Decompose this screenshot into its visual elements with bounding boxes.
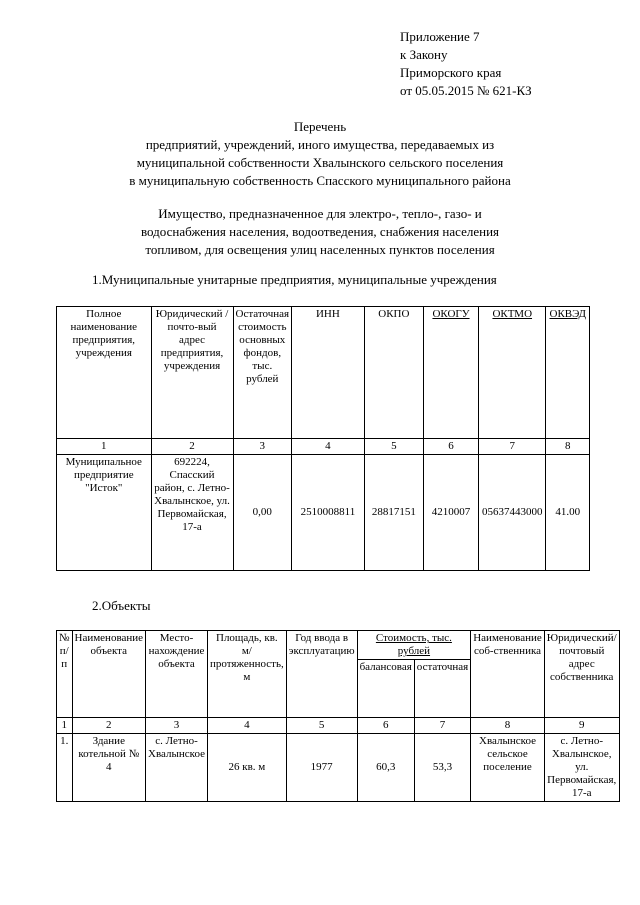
header-residual-cost: Остаточная стоимость основных фондов, тыс. рублей — [233, 307, 292, 439]
header-object-name: Наименование объекта — [72, 631, 146, 718]
table-row — [57, 734, 620, 802]
cell-owner-address: с. Летно-Хвалынское, ул. Первомайская, 17-а — [544, 734, 619, 802]
cell-okogu: 4210007 — [424, 455, 479, 571]
col-number: 4 — [207, 718, 286, 734]
col-number: 7 — [414, 718, 470, 734]
appendix-line-3: Приморского края — [400, 65, 502, 80]
cell-balance: 60,3 — [357, 734, 414, 802]
header-year: Год ввода в эксплуатацию — [286, 631, 357, 718]
col-number: 8 — [471, 718, 545, 734]
header-area: Площадь, кв. м/ протяженность, м — [207, 631, 286, 718]
appendix-block — [400, 28, 532, 100]
cell-oktmo: 05637443000 — [479, 455, 546, 571]
table-header-row — [57, 631, 620, 660]
table-header-row — [57, 307, 590, 439]
col-number: 6 — [357, 718, 414, 734]
title-heading: Перечень — [293, 119, 347, 134]
cell-okved: 41.00 — [546, 455, 590, 571]
header-address: Юридический /почто-вый адрес предприятия, учреждения — [151, 307, 233, 439]
col-number: 1 — [57, 439, 152, 455]
cell-cost: 0,00 — [233, 455, 292, 571]
subtitle-line-2: водоснабжения населения, водоотведения, снабжения населения — [140, 224, 500, 239]
col-number: 3 — [233, 439, 292, 455]
cell-residual: 53,3 — [414, 734, 470, 802]
header-location: Место-нахождение объекта — [146, 631, 208, 718]
document-subtitle — [0, 205, 640, 259]
header-residual-cost: остаточная — [414, 660, 470, 718]
cell-owner: Хвалынское сельское поселение — [471, 734, 545, 802]
header-oktmo: ОКТМО — [479, 307, 546, 439]
cell-area: 26 кв. м — [207, 734, 286, 802]
col-number: 4 — [292, 439, 365, 455]
cell-okpo: 28817151 — [364, 455, 423, 571]
enterprises-table — [56, 306, 590, 571]
table-row — [57, 455, 590, 571]
col-number: 1 — [57, 718, 73, 734]
column-number-row — [57, 439, 590, 455]
col-number: 5 — [286, 718, 357, 734]
cell-name: Муниципальное предприятие "Исток" — [57, 455, 152, 571]
header-inn: ИНН — [292, 307, 365, 439]
header-okved: ОКВЭД — [546, 307, 590, 439]
cell-object-name: Здание котельной № 4 — [72, 734, 146, 802]
title-line-2: муниципальной собственности Хвалынского сельского поселения — [136, 155, 504, 170]
col-number: 7 — [479, 439, 546, 455]
cell-number: 1. — [57, 734, 73, 802]
col-number: 6 — [424, 439, 479, 455]
title-line-1: предприятий, учреждений, иного имущества, передаваемых из — [145, 137, 495, 152]
header-owner: Наименование соб-ственника — [471, 631, 545, 718]
header-owner-address: Юридический/ почтовый адрес собственника — [544, 631, 619, 718]
col-number: 2 — [72, 718, 146, 734]
header-number: № п/п — [57, 631, 73, 718]
subtitle-line-3: топливом, для освещения улиц населенных пунктов поселения — [145, 242, 495, 257]
appendix-line-1: Приложение 7 — [400, 29, 480, 44]
col-number: 2 — [151, 439, 233, 455]
col-number: 8 — [546, 439, 590, 455]
section2-heading: 2.Объекты — [92, 598, 151, 613]
col-number: 5 — [364, 439, 423, 455]
appendix-line-2: к Закону — [400, 47, 448, 62]
header-balance-cost: балансовая — [357, 660, 414, 718]
cell-location: с. Летно-Хвалынское — [146, 734, 208, 802]
objects-table — [56, 630, 620, 802]
header-okogu: ОКОГУ — [424, 307, 479, 439]
col-number: 3 — [146, 718, 208, 734]
header-okpo: ОКПО — [364, 307, 423, 439]
column-number-row — [57, 718, 620, 734]
document-title — [0, 118, 640, 190]
subtitle-line-1: Имущество, предназначенное для электро-, тепло-, газо- и — [158, 206, 482, 221]
header-cost: Стоимость, тыс. рублей — [357, 631, 471, 660]
cell-address: 692224, Спасский район, с. Летно-Хвалынское, ул. Первомайская, 17-а — [151, 455, 233, 571]
col-number: 9 — [544, 718, 619, 734]
header-full-name: Полное наименование предприятия, учреждения — [57, 307, 152, 439]
cell-inn: 2510008811 — [292, 455, 365, 571]
title-line-3: в муниципальную собственность Спасского муниципального района — [129, 173, 511, 188]
section1-heading: 1.Муниципальные унитарные предприятия, муниципальные учреждения — [92, 272, 497, 287]
cell-year: 1977 — [286, 734, 357, 802]
appendix-line-4: от 05.05.2015 № 621-КЗ — [400, 83, 532, 98]
